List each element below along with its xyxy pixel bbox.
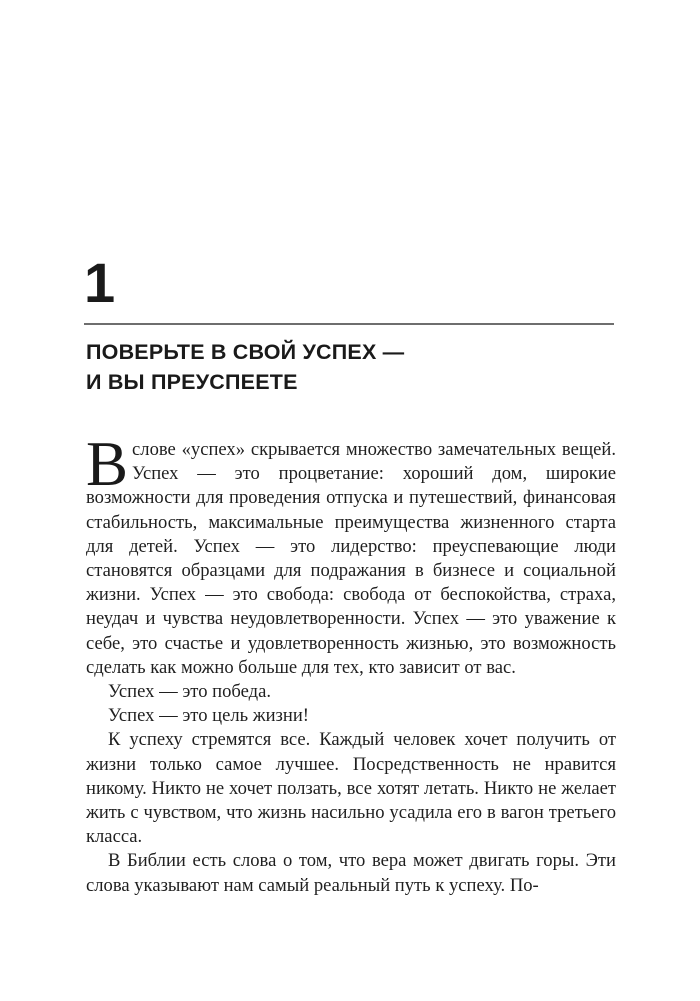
chapter-body xyxy=(86,429,616,898)
paragraph-2: Успех — это победа. xyxy=(108,681,271,703)
paragraph-1 xyxy=(86,429,616,680)
chapter-divider xyxy=(84,323,614,325)
paragraph-3: Успех — это цель жизни! xyxy=(108,705,309,727)
chapter-title-line-1: ПОВЕРЬТЕ В СВОЙ УСПЕХ — xyxy=(86,340,405,364)
chapter-number: 1 xyxy=(84,251,116,314)
drop-cap: В xyxy=(86,429,129,499)
chapter-title xyxy=(86,337,616,397)
paragraph-1-text: слове «успех» скрывается множество замечательных вещей. Успех — это процветание: хороший дом, широкие возможности для проведения отпуска и путешествий, финансовая стабильность, максимальные преимущества жизненного старта для детей. Успех — это лидерство: преуспевающие люди становятся образцами для подражания в бизнесе и социальной жизни. Успех — это свобода: свобода от беспокойства, страха, неудач и чувства неудовлетворенности. Успех — это уважение к себе, это счастье и удовлетворенность жизнью, это возможность сделать как можно больше для тех, кто зависит от вас. xyxy=(86,439,616,678)
paragraph-5: В Библии есть слова о том, что вера может двигать горы. Эти слова указывают нам самый реальный путь к успеху. По- xyxy=(86,850,616,896)
paragraph-4: К успеху стремятся все. Каждый человек хочет получить от жизни только самое лучшее. Посредственность не нравится никому. Никто не хочет ползать, все хотят летать. Никто не желает жить с чувством, что жизнь насильно усадила его в вагон третьего класса. xyxy=(86,729,616,848)
chapter-title-line-2: И ВЫ ПРЕУСПЕЕТЕ xyxy=(86,370,298,394)
